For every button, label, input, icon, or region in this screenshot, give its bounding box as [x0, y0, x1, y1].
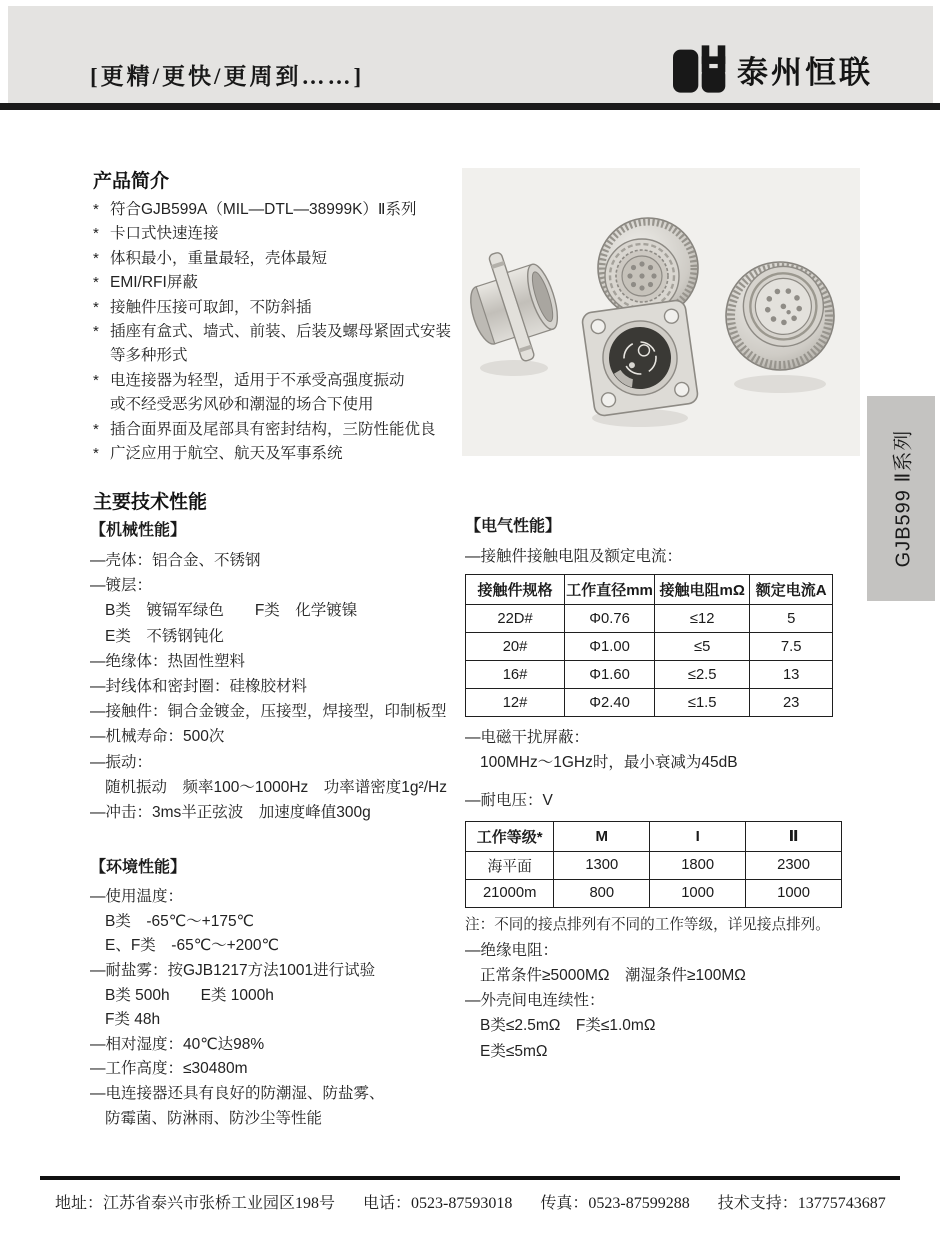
- table-cell: 23: [750, 689, 833, 717]
- shadow: [734, 375, 826, 393]
- section-title-intro: 产品简介: [93, 171, 170, 192]
- bullet-marker: *: [93, 420, 99, 438]
- environmental-spec-line: —使用温度：: [90, 888, 184, 906]
- bullet-text: 或不经受恶劣风砂和潮湿的场合下使用: [110, 396, 374, 414]
- bullet-marker: *: [93, 371, 99, 389]
- bullet-text: 插座有盒式、墙式、前装、后装及螺母紧固式安装: [110, 323, 452, 341]
- bullet-text: 等多种形式: [110, 347, 188, 365]
- bullet-text: EMI/RFI屏蔽: [110, 274, 198, 292]
- mechanical-spec-line: —冲击：3ms半正弦波 加速度峰值300g: [90, 804, 371, 822]
- footer-item-label: 传真：: [540, 1195, 589, 1212]
- series-side-tab: [867, 396, 935, 601]
- table-cell: 800: [554, 879, 650, 907]
- table-cell: ≤2.5: [654, 661, 749, 689]
- right-column: [465, 514, 847, 1064]
- mechanical-spec-line: —镀层：: [90, 577, 153, 595]
- bullet-text: 插合面界面及尾部具有密封结构，三防性能优良: [110, 420, 436, 438]
- bullet-text: 广泛应用于航空、航天及军事系统: [110, 445, 343, 463]
- intro-bullet: [93, 418, 465, 442]
- brand-logo: [673, 45, 873, 93]
- bullet-marker: *: [93, 445, 99, 463]
- connector-side-view: [462, 240, 570, 372]
- environmental-spec-line: E、F类 -65℃～+200℃: [105, 937, 279, 955]
- bullet-text: 接触件压接可取卸，不防斜插: [110, 298, 312, 316]
- environmental-spec-line: —工作高度：≤30480m: [90, 1060, 248, 1078]
- table-header-row: [466, 821, 842, 851]
- insulation-spec-line: 正常条件≥5000MΩ 潮湿条件≥100MΩ: [480, 967, 746, 985]
- table-cell: 22D#: [466, 605, 565, 633]
- table-cell: 1000: [650, 879, 746, 907]
- series-label: GJB599 Ⅱ系列: [892, 429, 915, 568]
- voltage-table-caption: —耐电压：V: [465, 791, 553, 809]
- mechanical-spec-line: 随机振动 频率100～1000Hz 功率谱密度1g²/Hz: [105, 778, 447, 796]
- bullet-text: 卡口式快速连接: [110, 225, 219, 243]
- intro-bullet-list: [93, 198, 465, 466]
- footer-item-label: 电话：: [363, 1195, 412, 1212]
- table-header-cell: 接触电阻mΩ: [654, 575, 749, 605]
- footer-item: [363, 1190, 512, 1213]
- intro-bullet: [93, 369, 465, 393]
- table-cell: 13: [750, 661, 833, 689]
- contact-resistance-table: [465, 574, 833, 717]
- table-cell: 2300: [746, 851, 842, 879]
- table-cell: 12#: [466, 689, 565, 717]
- emi-spec-line: 100MHz～1GHz时，最小衰减为45dB: [480, 754, 738, 772]
- continuity-spec-line: —外壳间电连续性：: [465, 992, 605, 1010]
- mechanical-spec-line: —封线体和密封圈：硅橡胶材料: [90, 678, 308, 696]
- table-header-cell: 工作直径mm: [565, 575, 655, 605]
- environmental-spec-line: F类 48h: [105, 1011, 161, 1029]
- mechanical-spec-line: —绝缘体：热固性塑料: [90, 652, 246, 670]
- mechanical-spec-line: —机械寿命：500次: [90, 728, 225, 746]
- left-column: [90, 518, 465, 1131]
- insulation-specs: [465, 938, 847, 988]
- footer-item-label: 技术支持：: [717, 1195, 798, 1212]
- table-header-cell: M: [554, 821, 650, 851]
- brand-name: 泰州恒联: [737, 54, 873, 90]
- bullet-marker: *: [93, 274, 99, 292]
- intro-bullet: [93, 271, 465, 295]
- table-header-cell: 额定电流A: [750, 575, 833, 605]
- intro-bullet: [93, 296, 465, 320]
- table-header-cell: 接触件规格: [466, 575, 565, 605]
- table-cell: ≤5: [654, 633, 749, 661]
- environmental-spec-line: B类 500h E类 1000h: [105, 986, 274, 1004]
- table-header-cell: 工作等级*: [466, 821, 554, 851]
- mechanical-spec-line: B类 镀镉军绿色 F类 化学镀镍: [105, 602, 358, 620]
- electrical-title: 【电气性能】: [465, 518, 562, 535]
- bullet-marker: *: [93, 298, 99, 316]
- bullet-marker: *: [93, 323, 99, 341]
- intro-bullet: [93, 198, 465, 222]
- footer-contact: [55, 1190, 886, 1213]
- continuity-specs: [465, 988, 847, 1064]
- intro-bullet: [93, 247, 465, 271]
- footer-divider: [40, 1176, 900, 1180]
- continuity-spec-line: E类≤5mΩ: [480, 1042, 548, 1060]
- intro-bullet: [93, 222, 465, 246]
- bullet-text: 电连接器为轻型，适用于不承受高强度振动: [110, 371, 405, 389]
- mechanical-spec-line: —壳体：铝合金、不锈钢: [90, 552, 261, 569]
- footer-item-value: 0523-87593018: [411, 1195, 513, 1212]
- table-cell: 20#: [466, 633, 565, 661]
- page-header: [8, 6, 933, 103]
- environmental-title: 【环境性能】: [90, 859, 187, 877]
- table-header-row: [466, 575, 833, 605]
- table-cell: 海平面: [466, 851, 554, 879]
- intro-bullet: [93, 393, 465, 417]
- product-photo: [462, 168, 860, 456]
- mechanical-spec-line: E类 不锈钢钝化: [105, 627, 224, 645]
- environmental-spec-line: B类 -65℃～+175℃: [105, 912, 254, 930]
- mechanical-title: 【机械性能】: [90, 522, 187, 539]
- table-cell: 5: [750, 605, 833, 633]
- withstand-voltage-table: [465, 821, 842, 908]
- table-header-cell: I: [650, 821, 746, 851]
- connector-square-flange: [581, 299, 698, 416]
- table-cell: 7.5: [750, 633, 833, 661]
- footer-item: [55, 1190, 335, 1213]
- voltage-table-note: 注：不同的接点排列有不同的工作等级，详见接点排列。: [465, 916, 830, 933]
- footer-item: [540, 1190, 689, 1213]
- table-cell: 1300: [554, 851, 650, 879]
- footer-item-label: 地址：: [55, 1195, 104, 1212]
- connector-plug-right: [719, 255, 841, 377]
- bullet-text: 符合GJB599A（MIL—DTL—38999K）Ⅱ系列: [110, 201, 417, 218]
- environmental-spec-line: —耐盐雾：按GJB1217方法1001进行试验: [90, 962, 376, 980]
- bullet-marker: *: [93, 225, 99, 243]
- intro-bullet: [93, 320, 465, 344]
- continuity-spec-line: B类≤2.5mΩ F类≤1.0mΩ: [480, 1017, 656, 1035]
- table-row: [466, 851, 842, 879]
- table-cell: ≤12: [654, 605, 749, 633]
- emi-shielding-specs: [465, 725, 847, 775]
- footer-item: [718, 1190, 886, 1213]
- bullet-marker: *: [93, 201, 99, 218]
- bullet-text: 体积最小，重量最轻，壳体最短: [110, 249, 328, 267]
- table-row: [466, 605, 833, 633]
- environmental-specs: [90, 885, 465, 1131]
- shadow: [480, 360, 548, 376]
- footer-item-value: 13775743687: [797, 1195, 886, 1212]
- table-header-cell: Ⅱ: [746, 821, 842, 851]
- environmental-spec-line: 防霉菌、防淋雨、防沙尘等性能: [105, 1109, 323, 1127]
- header-divider: [0, 103, 940, 110]
- mechanical-spec-line: —振动：: [90, 753, 153, 771]
- table-row: [466, 879, 842, 907]
- section-title-tech: 主要技术性能: [93, 492, 208, 513]
- table-row: [466, 689, 833, 717]
- connector-illustration: [462, 168, 860, 456]
- table-cell: ≤1.5: [654, 689, 749, 717]
- bullet-marker: *: [93, 249, 99, 267]
- lh-logo-icon: [673, 45, 727, 93]
- footer-item-value: 0523-87599288: [588, 1195, 690, 1212]
- intro-bullet: [93, 344, 465, 368]
- table-cell: Φ2.40: [565, 689, 655, 717]
- table-cell: 16#: [466, 661, 565, 689]
- table-cell: 21000m: [466, 879, 554, 907]
- table-cell: Φ0.76: [565, 605, 655, 633]
- table-cell: 1000: [746, 879, 842, 907]
- slogan-text: [更精/更快/更周到……]: [90, 64, 365, 89]
- footer-item-value: 江苏省泰兴市张桥工业园区198号: [103, 1195, 336, 1212]
- table-cell: Φ1.00: [565, 633, 655, 661]
- environmental-spec-line: —相对湿度：40℃达98%: [90, 1035, 265, 1053]
- table-row: [466, 661, 833, 689]
- table-row: [466, 633, 833, 661]
- insulation-spec-line: —绝缘电阻：: [465, 941, 559, 959]
- table-cell: Φ1.60: [565, 661, 655, 689]
- mechanical-spec-line: —接触件：铜合金镀金，压接型，焊接型，印制板型: [90, 703, 447, 721]
- table-cell: 1800: [650, 851, 746, 879]
- emi-spec-line: —电磁干扰屏蔽：: [465, 729, 590, 747]
- environmental-spec-line: —电连接器还具有良好的防潮湿、防盐雾、: [90, 1084, 385, 1102]
- contact-table-caption: —接触件接触电阻及额定电流：: [465, 548, 683, 565]
- mechanical-specs: [90, 548, 465, 825]
- intro-bullet: [93, 442, 465, 466]
